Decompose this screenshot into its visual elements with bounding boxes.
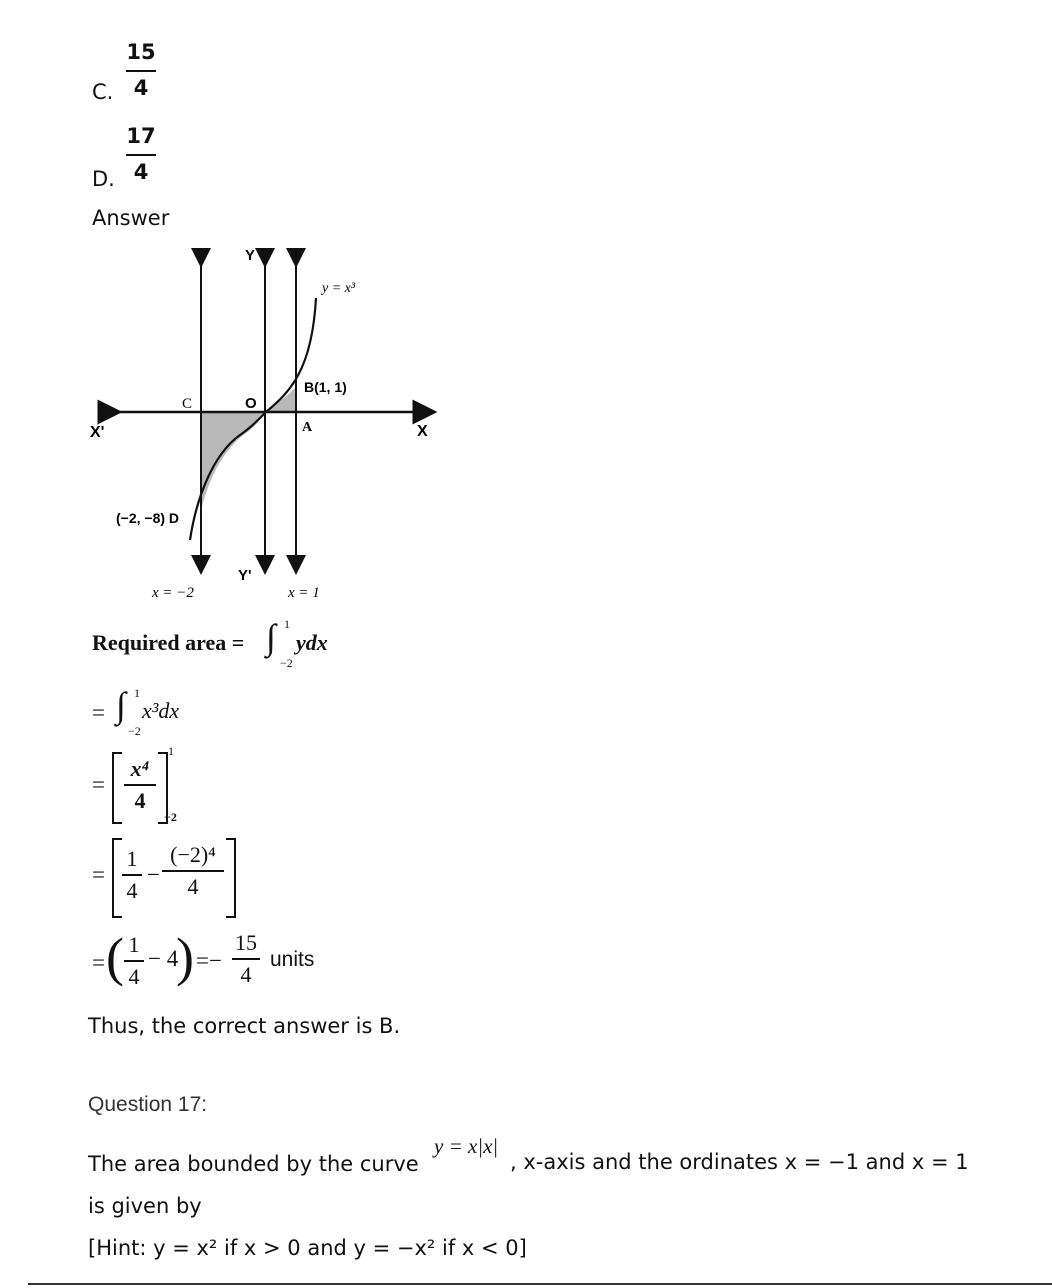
- fraction-denominator: 4: [187, 873, 199, 899]
- bracket-upper-limit: 1: [168, 744, 174, 758]
- equals-sign: =: [92, 772, 105, 797]
- minus-four: − 4: [148, 946, 179, 971]
- result-fraction: [232, 930, 260, 988]
- question-text-before: The area bounded by the curve: [88, 1152, 419, 1176]
- option-d-label: D.: [92, 167, 115, 191]
- line-left-label: x = −2: [152, 585, 194, 601]
- one-over-four: [122, 846, 142, 904]
- x4-over-4: [124, 756, 156, 814]
- fraction-numerator: 15: [235, 930, 257, 955]
- fraction-denominator: 4: [126, 877, 138, 903]
- page-bottom-rule: [28, 1283, 1052, 1285]
- option-c-fraction: [126, 40, 156, 100]
- origin-label: O: [245, 395, 257, 412]
- bracket-right: [226, 838, 236, 918]
- curve-label: y = x³: [322, 281, 356, 296]
- shaded-region-left: [201, 412, 263, 510]
- units-text: units: [270, 948, 315, 971]
- required-area-text: Required area =: [92, 630, 245, 655]
- y-prime-label: Y': [238, 567, 252, 584]
- bracket-left: [112, 838, 122, 918]
- question-text-after: , x-axis and the ordinates x = −1 and x = 1: [510, 1150, 969, 1174]
- point-d-label: (−2, −8) D: [116, 510, 180, 526]
- fraction-bar: [232, 958, 260, 960]
- fraction-bar: [162, 870, 224, 872]
- fraction-numerator: (−2)⁴: [170, 842, 216, 867]
- line-right-label: x = 1: [288, 585, 320, 601]
- minus-sign: −: [147, 862, 160, 887]
- option-d-numerator: 17: [126, 124, 156, 148]
- fraction-denominator: 4: [134, 787, 146, 813]
- point-b-label: B(1, 1): [304, 379, 347, 395]
- equals-minus: =−: [196, 948, 222, 973]
- bracket-left: [112, 752, 122, 824]
- paren-right: ): [176, 927, 194, 987]
- fraction-bar: [124, 960, 144, 962]
- question-hint: [Hint: y = x² if x > 0 and y = −x² if x < 0]: [88, 1236, 527, 1260]
- neg2-pow4-over-4: [162, 842, 224, 900]
- y-axis-label: Y: [245, 247, 256, 264]
- bracket-lower-limit: −2: [164, 810, 177, 824]
- integral-sign: ∫: [266, 617, 276, 657]
- option-c-label: C.: [92, 80, 114, 104]
- fraction-bar: [122, 874, 142, 876]
- integrand-x-cubed-dx: x³dx: [142, 698, 180, 723]
- area-figure: [80, 240, 460, 610]
- paren-left: (: [106, 927, 124, 987]
- option-c-numerator: 15: [126, 40, 156, 64]
- option-d-denominator: 4: [133, 160, 149, 184]
- integrand-ydx: ydx: [296, 630, 328, 655]
- question-curve-expression: y = x|x|: [434, 1134, 499, 1158]
- integral-lower-limit: −2: [280, 656, 293, 670]
- question-heading: Question 17:: [88, 1093, 208, 1116]
- option-d-fraction: [126, 124, 156, 184]
- integral-sign: ∫: [116, 685, 126, 725]
- x-prime-label: X': [90, 424, 105, 441]
- x-axis-label: X: [417, 423, 428, 440]
- integral-lower-limit: −2: [128, 724, 141, 738]
- fraction-bar: [126, 154, 156, 156]
- fraction-denominator: 4: [240, 961, 252, 987]
- fraction-bar: [124, 784, 156, 786]
- fraction-numerator: x⁴: [130, 756, 150, 781]
- fraction-numerator: 1: [128, 932, 140, 957]
- point-a-label: A: [302, 420, 313, 435]
- integral-upper-limit: 1: [284, 617, 290, 631]
- fraction-denominator: 4: [128, 963, 140, 989]
- integral-upper-limit: 1: [134, 686, 140, 700]
- fraction-bar: [126, 70, 156, 72]
- answer-heading: Answer: [92, 206, 170, 230]
- point-c-label: C: [182, 396, 193, 412]
- fraction-numerator: 1: [126, 846, 138, 871]
- one-over-four: [124, 932, 144, 990]
- option-c-denominator: 4: [133, 76, 149, 100]
- conclusion-text: Thus, the correct answer is B.: [88, 1014, 401, 1038]
- equals-sign: =: [92, 700, 105, 725]
- equals-sign: =: [92, 950, 105, 975]
- question-text-line2: is given by: [88, 1194, 202, 1218]
- equals-sign: =: [92, 862, 105, 887]
